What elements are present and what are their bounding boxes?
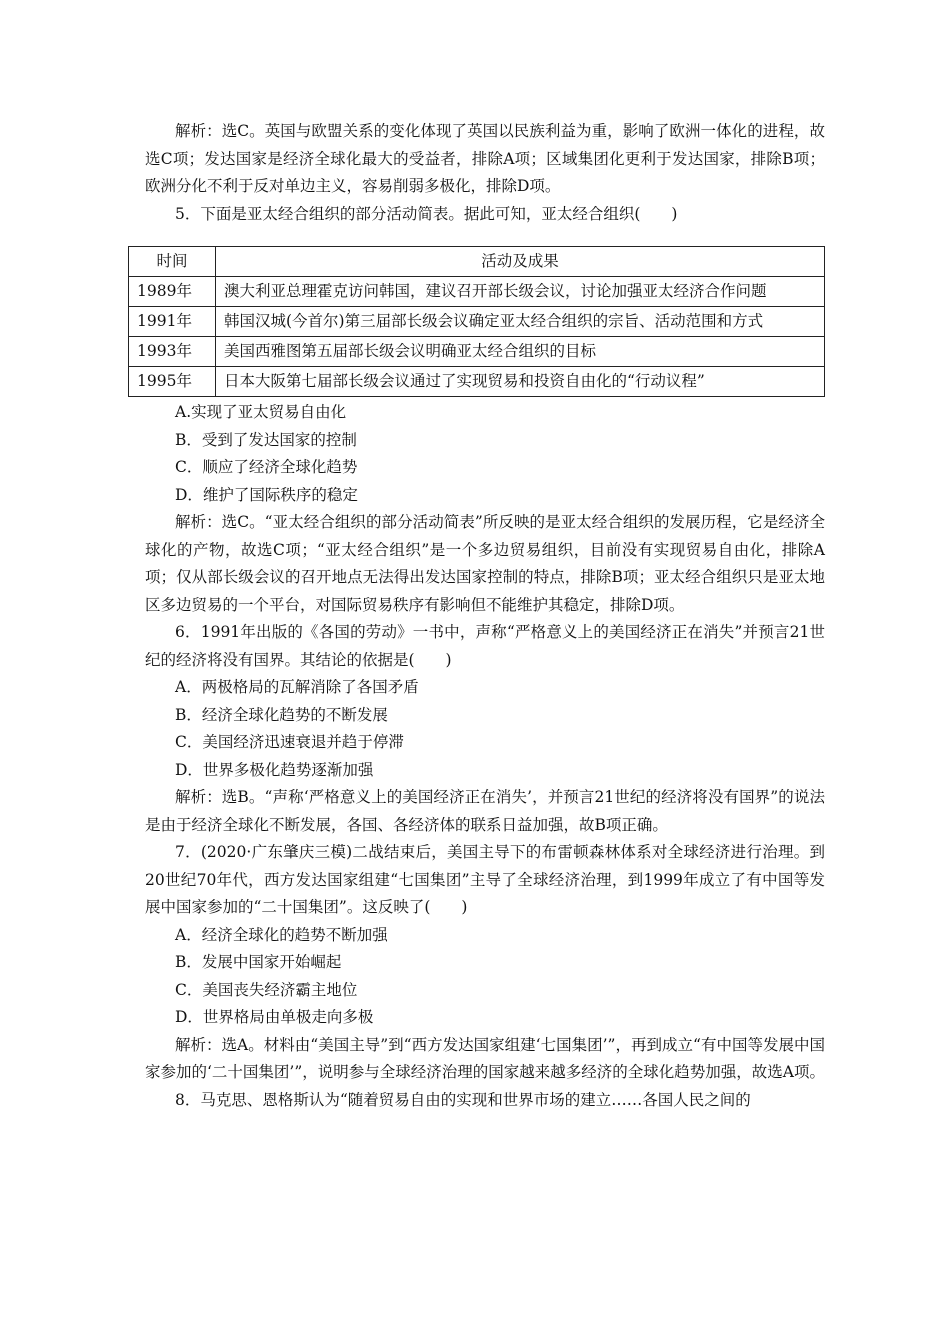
table-cell-activity: 澳大利亚总理霍克访问韩国，建议召开部长级会议，讨论加强亚太经济合作问题 bbox=[216, 277, 825, 307]
q5-option-b: B．受到了发达国家的控制 bbox=[175, 430, 357, 449]
table-row bbox=[129, 277, 825, 307]
question-8: 8．马克思、恩格斯认为“随着贸易自由的实现和世界市场的建立……各国人民之间的 bbox=[175, 1090, 751, 1109]
analysis-q7: 解析：选A。材料由“美国主导”到“西方发达国家组建‘七国集团’”，再到成立“有中国等发展中国家参加的‘二十国集团’”，说明参与全球经济治理的国家越来越多经济的全球化趋势加强，故选A项。 bbox=[145, 1035, 825, 1081]
table-header-row bbox=[129, 247, 825, 277]
table-cell-year: 1991年 bbox=[129, 307, 216, 337]
q7-option-a: A．经济全球化的趋势不断加强 bbox=[175, 925, 388, 944]
q5-option-d: D．维护了国际秩序的稳定 bbox=[175, 485, 358, 504]
table-row bbox=[129, 367, 825, 397]
q7-option-c: C．美国丧失经济霸主地位 bbox=[175, 980, 358, 999]
question-6: 6．1991年出版的《各国的劳动》一书中，声称“严格意义上的美国经济正在消失”并预言21世纪的经济将没有国界。其结论的依据是( ) bbox=[145, 623, 825, 669]
table-cell-activity: 韩国汉城(今首尔)第三届部长级会议确定亚太经合组织的宗旨、活动范围和方式 bbox=[216, 307, 825, 337]
table-header-time: 时间 bbox=[129, 247, 216, 277]
table-cell-year: 1993年 bbox=[129, 337, 216, 367]
analysis-q5: 解析：选C。“亚太经合组织的部分活动简表”所反映的是亚太经合组织的发展历程，它是经济全球化的产物，故选C项；“亚太经合组织”是一个多边贸易组织，目前没有实现贸易自由化，排除A项；仅从部长级会议的召开地点无法得出发达国家控制的特点，排除B项；亚太经合组织只是亚太地区多边贸易的一个平台，对国际贸易秩序有影响但不能维护其稳定，排除D项。 bbox=[145, 513, 825, 614]
table-header-activity: 活动及成果 bbox=[216, 247, 825, 277]
question-5: 5．下面是亚太经合组织的部分活动简表。据此可知，亚太经合组织( ) bbox=[175, 204, 678, 223]
apec-activity-table bbox=[128, 246, 825, 397]
q6-option-b: B．经济全球化趋势的不断发展 bbox=[175, 705, 388, 724]
q5-option-a: A.实现了亚太贸易自由化 bbox=[175, 403, 347, 421]
q6-option-a: A．两极格局的瓦解消除了各国矛盾 bbox=[175, 678, 419, 696]
table-row bbox=[129, 337, 825, 367]
table-cell-year: 1989年 bbox=[129, 277, 216, 307]
q7-option-d: D．世界格局由单极走向多极 bbox=[175, 1008, 374, 1026]
table-cell-year: 1995年 bbox=[129, 367, 216, 397]
q6-option-d: D．世界多极化趋势逐渐加强 bbox=[175, 760, 374, 779]
analysis-q4: 解析：选C。英国与欧盟关系的变化体现了英国以民族利益为重，影响了欧洲一体化的进程，故选C项；发达国家是经济全球化最大的受益者，排除A项；区域集团化更利于发达国家，排除B项；欧洲分化不利于反对单边主义，容易削弱多极化，排除D项。 bbox=[145, 122, 825, 195]
table-cell-activity: 美国西雅图第五届部长级会议明确亚太经合组织的目标 bbox=[216, 337, 825, 367]
q5-option-c: C．顺应了经济全球化趋势 bbox=[175, 458, 358, 476]
table-row bbox=[129, 307, 825, 337]
question-7: 7．(2020·广东肇庆三模)二战结束后，美国主导下的布雷顿森林体系对全球经济进行治理。到20世纪70年代，西方发达国家组建“七国集团”主导了全球经济治理，到1999年成立了有中国等发展中国家参加的“二十国集团”。这反映了( ) bbox=[145, 843, 825, 916]
analysis-q6: 解析：选B。“声称‘严格意义上的美国经济正在消失’，并预言21世纪的经济将没有国界”的说法是由于经济全球化不断发展，各国、各经济体的联系日益加强，故B项正确。 bbox=[145, 788, 825, 834]
table-cell-activity: 日本大阪第七届部长级会议通过了实现贸易和投资自由化的“行动议程” bbox=[216, 367, 825, 397]
q6-option-c: C．美国经济迅速衰退并趋于停滞 bbox=[175, 733, 404, 751]
document-page bbox=[137, 118, 825, 1114]
q7-option-b: B．发展中国家开始崛起 bbox=[175, 953, 342, 971]
